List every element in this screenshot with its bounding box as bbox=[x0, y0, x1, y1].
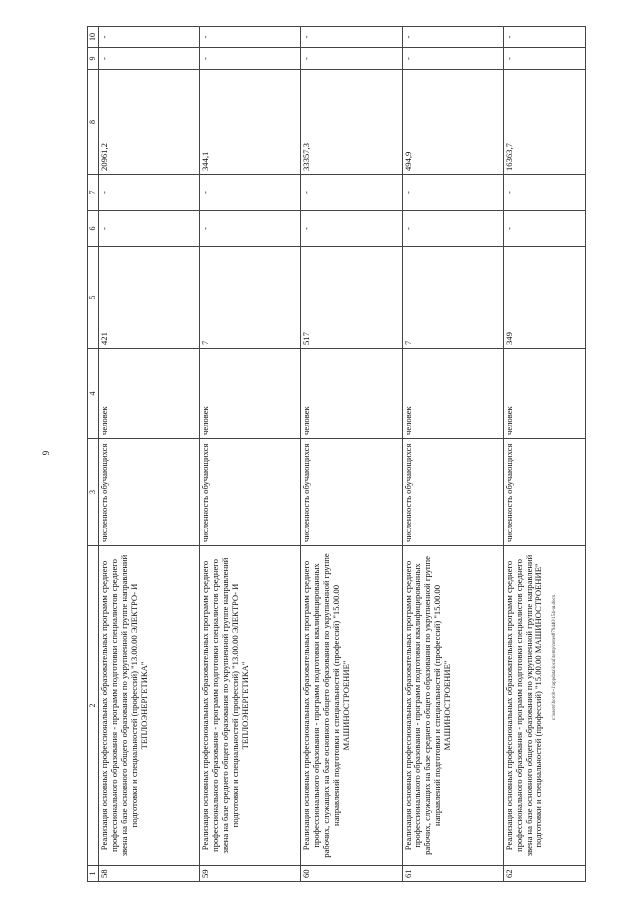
cell-value: - bbox=[301, 27, 402, 48]
column-header: 8 bbox=[88, 70, 99, 175]
cell-value: - bbox=[402, 175, 503, 211]
cell-value: - bbox=[99, 175, 200, 211]
cell-value: - bbox=[503, 48, 585, 70]
cell-value: - bbox=[200, 211, 301, 247]
volume-value: 7 bbox=[402, 247, 503, 349]
column-header: 3 bbox=[88, 439, 99, 546]
indicator-name: численность обучающихся bbox=[99, 439, 200, 546]
volume-value: 517 bbox=[301, 247, 402, 349]
cell-value: - bbox=[503, 175, 585, 211]
cell-value: - bbox=[99, 211, 200, 247]
footer-file-path: c:\users\borob~1\appdata\local\temp\notes879440\154-ш.docx bbox=[552, 594, 557, 720]
cost-value: 16363,7 bbox=[503, 70, 585, 175]
unit: человек bbox=[99, 349, 200, 439]
column-header: 5 bbox=[88, 247, 99, 349]
cell-value: - bbox=[301, 211, 402, 247]
rotated-table-container bbox=[87, 27, 586, 882]
service-name: Реализация основных профессиональных образовательных программ среднего профессионального образования - программ подготовки специалистов среднего звена на базе основного общего образования по укрупненной группе направлений подготовки и специальностей (профессий) "13.00.00 ЭЛЕКТРО- И ТЕПЛОЭНЕРГЕТИКА" bbox=[99, 546, 200, 866]
volume-value: 421 bbox=[99, 247, 200, 349]
cell-value: - bbox=[402, 27, 503, 48]
volume-value: 349 bbox=[503, 247, 585, 349]
table-row bbox=[402, 27, 503, 882]
cell-value: - bbox=[301, 48, 402, 70]
row-number: 58 bbox=[99, 866, 200, 882]
column-header: 1 bbox=[88, 866, 99, 882]
table-row bbox=[99, 27, 200, 882]
service-name: Реализация основных профессиональных образовательных программ среднего профессионального образования - программ подготовки квалифицированных рабочих, служащих на базе основного общего образования по укрупненной группе направлений подготовки и специальностей (профессий) "15.00.00 МАШИНОСТРОЕНИЕ" bbox=[301, 546, 402, 866]
service-name: Реализация основных профессиональных образовательных программ среднего профессионального образования - программ подготовки специалистов среднего звена на базе основного общего образования по укрупненной группе направлений подготовки и специальностей (профессий) "15.00.00 МАШИНОСТРОЕНИЕ" bbox=[503, 546, 585, 866]
cell-value: - bbox=[200, 48, 301, 70]
cell-value: - bbox=[301, 175, 402, 211]
volume-value: 7 bbox=[200, 247, 301, 349]
cell-value: - bbox=[503, 211, 585, 247]
indicator-name: численность обучающихся bbox=[402, 439, 503, 546]
row-number: 59 bbox=[200, 866, 301, 882]
row-number: 62 bbox=[503, 866, 585, 882]
table-row bbox=[200, 27, 301, 882]
cell-value: - bbox=[99, 48, 200, 70]
cost-value: 344,1 bbox=[200, 70, 301, 175]
unit: человек bbox=[200, 349, 301, 439]
unit: человек bbox=[402, 349, 503, 439]
row-number: 60 bbox=[301, 866, 402, 882]
cell-value: - bbox=[200, 175, 301, 211]
column-header: 9 bbox=[88, 48, 99, 70]
service-name: Реализация основных профессиональных образовательных программ среднего профессионального образования - программ подготовки специалистов среднего звена на базе среднего общего образования по укрупненной группе направлений подготовки и специальностей (профессий) "13.00.00 ЭЛЕКТРО- И ТЕПЛОЭНЕРГЕТИКА" bbox=[200, 546, 301, 866]
row-number: 61 bbox=[402, 866, 503, 882]
cost-value: 494,9 bbox=[402, 70, 503, 175]
header-row bbox=[88, 27, 99, 882]
cell-value: - bbox=[99, 27, 200, 48]
indicator-name: численность обучающихся bbox=[503, 439, 585, 546]
column-header: 10 bbox=[88, 27, 99, 48]
column-header: 2 bbox=[88, 546, 99, 866]
data-table bbox=[87, 26, 586, 882]
column-header: 6 bbox=[88, 211, 99, 247]
cell-value: - bbox=[200, 27, 301, 48]
unit: человек bbox=[301, 349, 402, 439]
cost-value: 33357,3 bbox=[301, 70, 402, 175]
page-number: 9 bbox=[41, 450, 51, 456]
cell-value: - bbox=[402, 211, 503, 247]
table-row bbox=[503, 27, 585, 882]
column-header: 7 bbox=[88, 175, 99, 211]
indicator-name: численность обучающихся bbox=[301, 439, 402, 546]
cost-value: 20961,2 bbox=[99, 70, 200, 175]
service-name: Реализация основных профессиональных образовательных программ среднего профессионального образования - программ подготовки квалифицированных рабочих, служащих на базе среднего общего образования по укрупненной группе направлений подготовки и специальностей (профессий) "15.00.00 МАШИНОСТРОЕНИЕ" bbox=[402, 546, 503, 866]
column-header: 4 bbox=[88, 349, 99, 439]
table-row bbox=[301, 27, 402, 882]
indicator-name: численность обучающихся bbox=[200, 439, 301, 546]
cell-value: - bbox=[503, 27, 585, 48]
cell-value: - bbox=[402, 48, 503, 70]
unit: человек bbox=[503, 349, 585, 439]
